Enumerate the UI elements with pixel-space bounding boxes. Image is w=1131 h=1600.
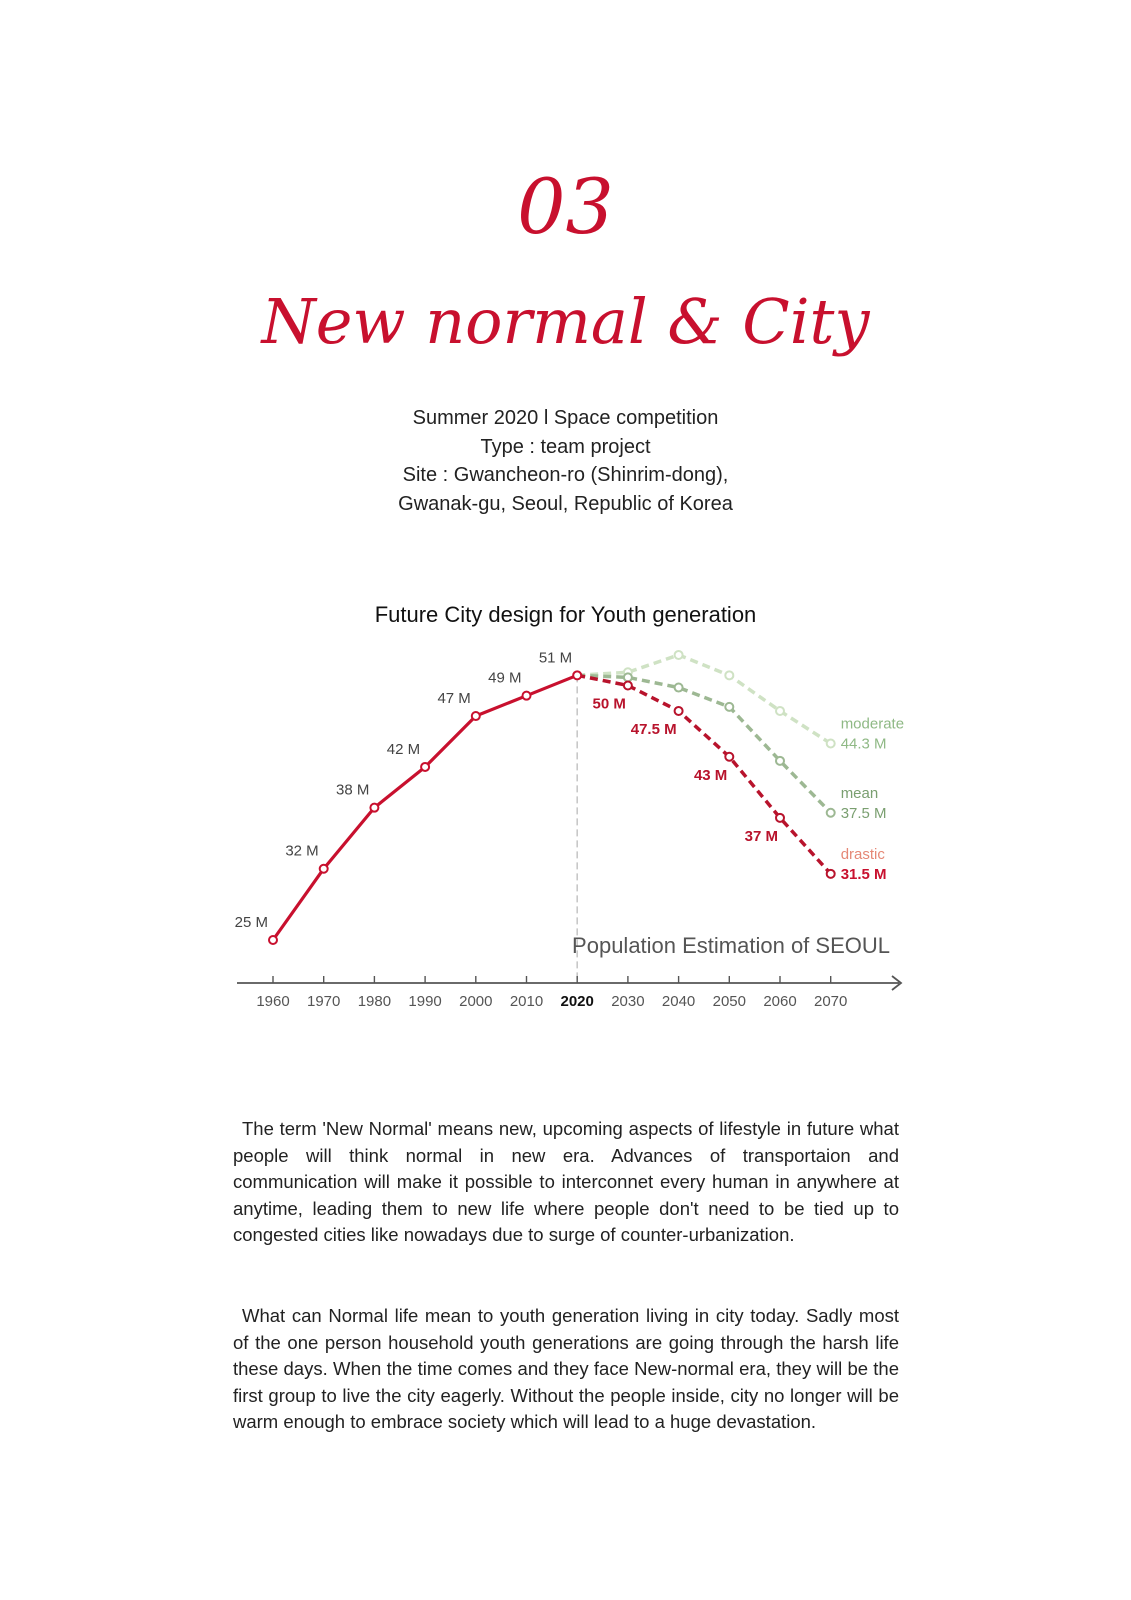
x-tick-label: 2030 xyxy=(611,993,645,1010)
paragraph-new-normal xyxy=(233,1116,899,1249)
data-point-moderate xyxy=(776,707,784,715)
data-point-drastic xyxy=(725,753,733,761)
x-tick-label: 1960 xyxy=(256,993,290,1010)
section-number: 03 xyxy=(517,162,614,251)
data-label-historical: 51 M xyxy=(538,649,573,667)
x-tick-label: 2070 xyxy=(814,993,848,1010)
data-point-historical xyxy=(472,712,480,720)
page-title: New normal & City xyxy=(261,285,870,358)
data-point-moderate xyxy=(827,740,835,748)
data-point-historical xyxy=(370,804,378,812)
data-label-historical: 38 M xyxy=(336,781,370,799)
data-label-drastic: 43 M xyxy=(693,766,728,784)
data-label-drastic: 47.5 M xyxy=(630,720,677,738)
data-point-historical xyxy=(523,692,531,700)
data-label-drastic: 50 M xyxy=(592,695,626,713)
data-point-moderate xyxy=(725,671,733,679)
x-tick-label: 2040 xyxy=(661,993,696,1010)
data-label-drastic: 37 M xyxy=(744,827,778,845)
data-point-mean xyxy=(725,703,733,711)
paragraph-text: What can Normal life mean to youth generation living in city today. Sadly most of the one person household youth generations are going through the harsh life these days. When the time comes and they face New-normal era, they will be the first group to live the city eagerly. Without the people inside, city no longer will be warm enough to embrace society which will lead to a huge devastation. xyxy=(233,1305,899,1433)
data-point-moderate xyxy=(675,651,683,659)
paragraph-text: The term 'New Normal' means new, upcoming aspects of lifestyle in future what people will think normal in new era. Advances of transportaion and communication will make it possible to interconnet every human in anywhere at anytime, leading them to new life where people don't need to be tied up to congested cities like nowadays due to surge of counter-urbanization. xyxy=(233,1118,899,1246)
meta-line-site: Site : Gwancheon-ro (Shinrim-dong), xyxy=(402,464,729,486)
series-line-historical xyxy=(273,675,577,940)
chart-heading: Future City design for Youth generation xyxy=(374,602,757,627)
data-point-mean xyxy=(776,757,784,765)
series-name-label: drastic xyxy=(840,845,885,863)
series-name-label: mean xyxy=(840,784,879,802)
x-tick-label: 2000 xyxy=(459,993,493,1010)
data-point-historical xyxy=(269,936,277,944)
chart-title: Population Estimation of SEOUL xyxy=(572,933,890,958)
x-tick-label: 1980 xyxy=(357,993,392,1010)
meta-line-location: Gwanak-gu, Seoul, Republic of Korea xyxy=(398,492,733,515)
x-tick-label: 1990 xyxy=(408,993,442,1010)
data-point-drastic xyxy=(675,707,683,715)
series-end-value: 31.5 M xyxy=(840,865,887,883)
x-tick-label: 2020 xyxy=(560,993,594,1010)
data-point-drastic xyxy=(776,814,784,822)
paragraph-youth xyxy=(233,1303,899,1436)
data-point-mean xyxy=(675,684,683,692)
meta-line-type: Type : team project xyxy=(480,435,651,458)
data-point-drastic xyxy=(624,682,632,690)
data-point-historical xyxy=(421,763,429,771)
meta-line-date: Summer 2020 l Space competition xyxy=(412,407,719,429)
data-label-historical: 49 M xyxy=(488,669,522,687)
data-label-historical: 47 M xyxy=(437,690,471,708)
data-point-mean xyxy=(624,673,632,681)
series-end-value: 44.3 M xyxy=(840,735,887,753)
data-point-mean xyxy=(827,809,835,817)
series-end-value: 37.5 M xyxy=(840,804,887,822)
x-tick-label: 2010 xyxy=(509,993,544,1010)
data-point-historical xyxy=(573,671,581,679)
x-tick-label: 2060 xyxy=(763,993,797,1010)
data-point-drastic xyxy=(827,870,835,878)
x-tick-label: 1970 xyxy=(307,993,341,1010)
series-name-label: moderate xyxy=(840,715,905,733)
data-point-historical xyxy=(320,865,328,873)
data-label-historical: 42 M xyxy=(386,740,421,758)
data-label-historical: 32 M xyxy=(285,842,319,860)
data-label-historical: 25 M xyxy=(234,914,268,931)
x-tick-label: 2050 xyxy=(712,993,746,1010)
